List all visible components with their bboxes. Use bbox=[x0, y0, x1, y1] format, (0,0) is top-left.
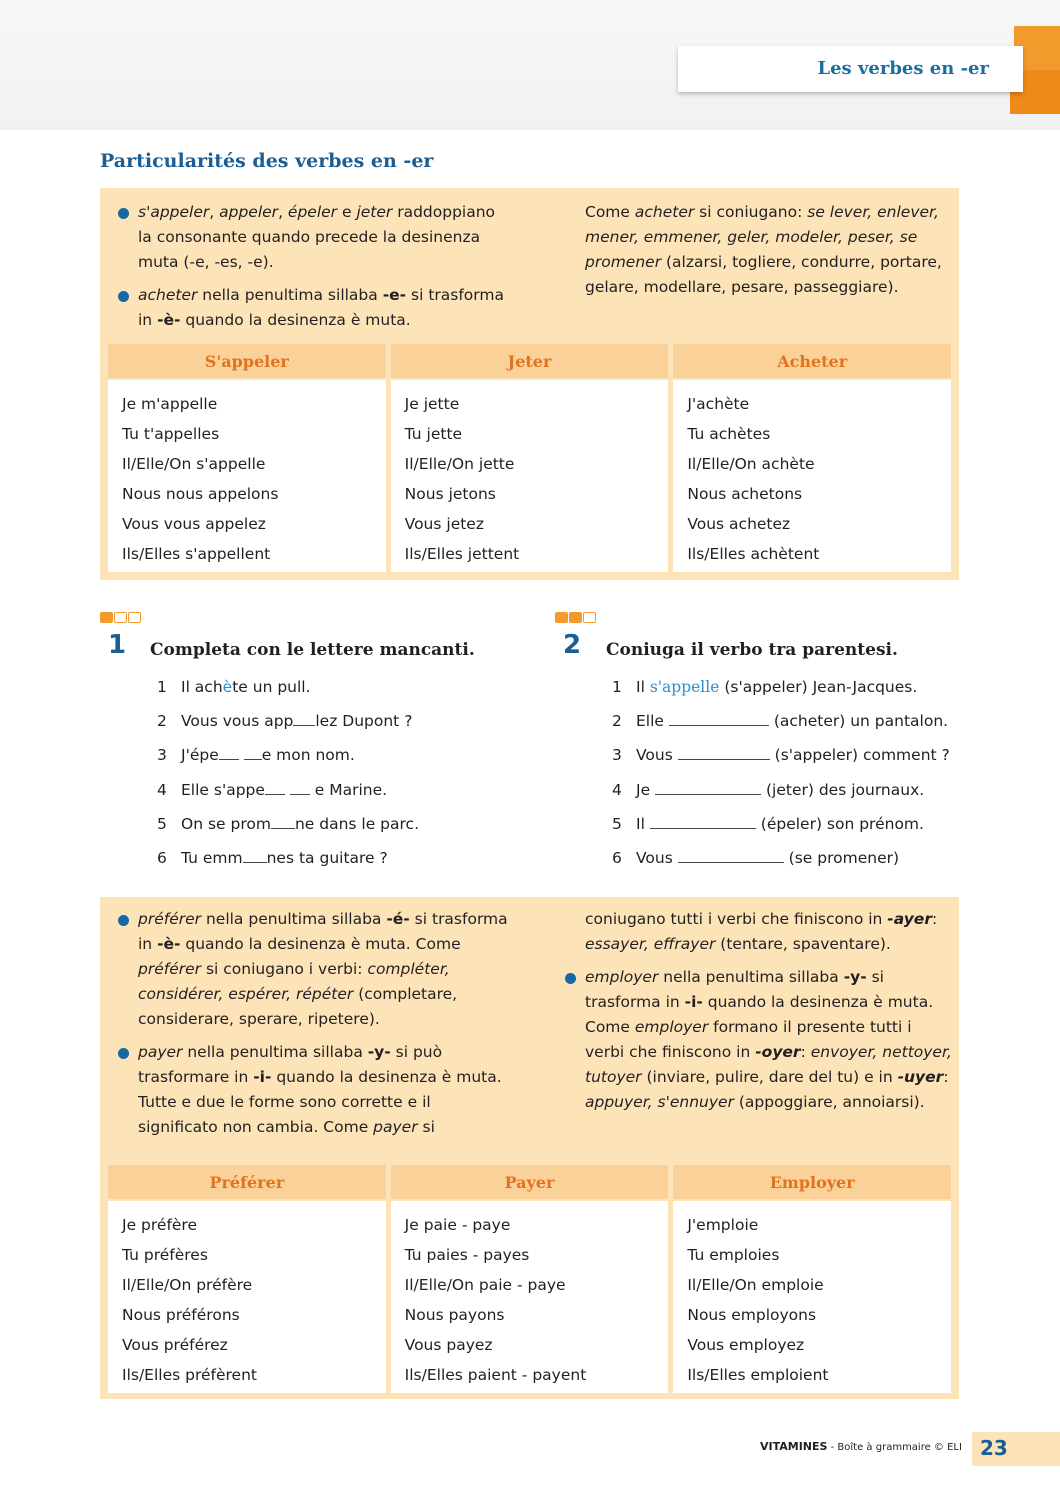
conjugation-row: Je jette bbox=[404, 395, 460, 413]
conjugation-row: Il/Elle/On emploie bbox=[687, 1276, 824, 1294]
rules-left bbox=[108, 200, 508, 333]
conjugation-row: Vous employez bbox=[687, 1336, 805, 1354]
exercise-item: 5 On se prom ne dans le parc. bbox=[157, 814, 419, 833]
example-answer: s'appelle bbox=[649, 678, 720, 696]
rule-employer: employer nella penultima sillaba -y- si trasforma in -i- quando la desinenza è muta. Come employer formano il presente tutti i verbi che finiscono in -oyer: envoyer, nettoyer, tutoyer (inviare, pulire, dare del tu) e in -uyer: appuyer, s'ennuyer (appoggiare, annoiarsi). bbox=[555, 965, 955, 1115]
level-dot-empty bbox=[114, 612, 127, 623]
exercise-item: 3 Vous (s'appeler) comment ? bbox=[612, 746, 950, 765]
conjugation-row: Nous employons bbox=[687, 1306, 817, 1324]
conjugation-row: Tu achètes bbox=[687, 425, 771, 443]
rule-acheter: acheter nella penultima sillaba -e- si trasforma in -è- quando la desinenza è muta. bbox=[108, 283, 508, 333]
answer-blank[interactable] bbox=[265, 780, 285, 795]
answer-blank[interactable] bbox=[678, 848, 784, 863]
table-column bbox=[108, 1165, 386, 1393]
conjugation-row: J'achète bbox=[687, 395, 750, 413]
table-column bbox=[108, 344, 386, 572]
chapter-tab bbox=[678, 46, 1023, 92]
conjugation-row: Ils/Elles jettent bbox=[404, 545, 520, 563]
answer-blank[interactable] bbox=[244, 745, 262, 760]
difficulty-indicator bbox=[100, 612, 141, 623]
column-body bbox=[673, 1201, 951, 1393]
conjugation-row: Vous achetez bbox=[687, 515, 791, 533]
difficulty-indicator bbox=[555, 612, 596, 623]
answer-blank[interactable] bbox=[271, 814, 295, 829]
column-header: Payer bbox=[391, 1165, 669, 1199]
column-header: Préférer bbox=[108, 1165, 386, 1199]
column-body bbox=[108, 1201, 386, 1393]
exercise-2-number: 2 bbox=[563, 630, 582, 660]
conjugation-row: Tu emploies bbox=[687, 1246, 780, 1264]
answer-blank[interactable] bbox=[655, 780, 761, 795]
exercise-item: 6 Tu emm nes ta guitare ? bbox=[157, 848, 388, 867]
bullet-icon bbox=[118, 915, 129, 926]
rule-doubling: s'appeler, appeler, épeler e jeter raddoppiano la consonante quando precede la desinenza muta (-e, -es, -e). bbox=[108, 200, 508, 275]
answer-blank[interactable] bbox=[219, 745, 239, 760]
exercise-2-title: Coniuga il verbo tra parentesi. bbox=[606, 640, 898, 660]
column-header: Acheter bbox=[673, 344, 951, 378]
conjugation-row: Nous jetons bbox=[404, 485, 496, 503]
conjugation-row: Il/Elle/On paie - paye bbox=[404, 1276, 566, 1294]
conjugation-row: Il/Elle/On achète bbox=[687, 455, 815, 473]
exercise-item: 2 Vous vous app lez Dupont ? bbox=[157, 712, 413, 731]
rules-left bbox=[108, 907, 513, 1140]
level-dot-filled bbox=[555, 612, 568, 623]
level-dot-filled bbox=[569, 612, 582, 623]
rules-right bbox=[555, 907, 955, 1115]
rules-right: Come acheter si coniugano: se lever, enlever, mener, emmener, geler, modeler, peser, se promener (alzarsi, togliere, condurre, portare, gelare, modellare, pesare, passeggiare). bbox=[585, 203, 942, 296]
conjugation-row: Ils/Elles emploient bbox=[687, 1366, 829, 1384]
conjugation-row: Vous jetez bbox=[404, 515, 484, 533]
grammar-panel-2 bbox=[100, 897, 959, 1399]
bullet-icon bbox=[118, 208, 129, 219]
conjugation-row: Nous nous appelons bbox=[122, 485, 279, 503]
conjugation-row: Ils/Elles préfèrent bbox=[122, 1366, 257, 1384]
rule-payer: payer nella penultima sillaba -y- si può trasformare in -i- quando la desinenza è muta. Tutte e due le forme sono corrette e il significato non cambia. Come payer si bbox=[108, 1040, 513, 1140]
column-body bbox=[108, 380, 386, 572]
exercise-item: 4 Elle s'appe e Marine. bbox=[157, 780, 388, 799]
bullet-icon bbox=[118, 291, 129, 302]
conjugation-row: Tu t'appelles bbox=[122, 425, 220, 443]
column-header: S'appeler bbox=[108, 344, 386, 378]
table-column bbox=[673, 1165, 951, 1393]
grammar-panel-1 bbox=[100, 188, 959, 580]
answer-blank[interactable] bbox=[669, 711, 769, 726]
answer-blank[interactable] bbox=[290, 780, 310, 795]
conjugation-row: Vous payez bbox=[404, 1336, 493, 1354]
conjugation-row: Ils/Elles paient - payent bbox=[404, 1366, 587, 1384]
conjugation-row: Il/Elle/On jette bbox=[404, 455, 515, 473]
exercise-item: 1 Il s'appelle (s'appeler) Jean-Jacques. bbox=[612, 678, 918, 696]
exercise-item: 2 Elle (acheter) un pantalon. bbox=[612, 712, 949, 731]
conjugation-row: Nous préférons bbox=[122, 1306, 240, 1324]
column-header: Jeter bbox=[391, 344, 669, 378]
conjugation-row: Je m'appelle bbox=[122, 395, 218, 413]
answer-blank[interactable] bbox=[678, 745, 770, 760]
conjugation-row: Je préfère bbox=[122, 1216, 198, 1234]
conjugation-row: Ils/Elles achètent bbox=[687, 545, 820, 563]
conjugation-row: Je paie - paye bbox=[404, 1216, 511, 1234]
conjugation-row: Tu préfères bbox=[122, 1246, 208, 1264]
answer-blank[interactable] bbox=[243, 848, 267, 863]
conjugation-row: Tu jette bbox=[404, 425, 463, 443]
level-dot-empty bbox=[583, 612, 596, 623]
conjugation-row: Il/Elle/On s'appelle bbox=[122, 455, 266, 473]
footer-credit: VITAMINES - Boîte à grammaire © ELI bbox=[760, 1440, 962, 1453]
page-number: 23 bbox=[980, 1436, 1008, 1460]
conjugation-row: Tu paies - payes bbox=[404, 1246, 530, 1264]
table-column bbox=[391, 1165, 669, 1393]
table-column bbox=[391, 344, 669, 572]
column-body bbox=[391, 1201, 669, 1393]
rule-preferer: préférer nella penultima sillaba -é- si trasforma in -è- quando la desinenza è muta. Come préférer si coniugano i verbi: compléter, considérer, espérer, répéter (completare, considerare, sperare, ripetere). bbox=[108, 907, 513, 1032]
column-body bbox=[391, 380, 669, 572]
chapter-title: Les verbes en -er bbox=[817, 58, 989, 79]
conjugation-table-1 bbox=[108, 344, 951, 572]
exercise-item: 5 Il (épeler) son prénom. bbox=[612, 814, 924, 833]
exercise-item: 1 Il achète un pull. bbox=[157, 678, 311, 696]
column-header: Employer bbox=[673, 1165, 951, 1199]
conjugation-row: Vous vous appelez bbox=[122, 515, 266, 533]
answer-blank[interactable] bbox=[650, 814, 756, 829]
level-dot-filled bbox=[100, 612, 113, 623]
conjugation-table-2 bbox=[108, 1165, 951, 1393]
conjugation-row: Nous achetons bbox=[687, 485, 803, 503]
exercise-item: 4 Je (jeter) des journaux. bbox=[612, 780, 925, 799]
rule-payer-continued: coniugano tutti i verbi che finiscono in -ayer: essayer, effrayer (tentare, spaventare). bbox=[585, 910, 938, 953]
exercise-item: 6 Vous (se promener) bbox=[612, 848, 900, 867]
bullet-icon bbox=[565, 973, 576, 984]
exercise-2-items bbox=[612, 677, 950, 882]
conjugation-row: J'emploie bbox=[687, 1216, 759, 1234]
conjugation-row: Nous payons bbox=[404, 1306, 505, 1324]
table-column bbox=[673, 344, 951, 572]
answer-blank[interactable] bbox=[293, 711, 315, 726]
bullet-icon bbox=[118, 1048, 129, 1059]
column-body bbox=[673, 380, 951, 572]
level-dot-empty bbox=[128, 612, 141, 623]
conjugation-row: Ils/Elles s'appellent bbox=[122, 545, 271, 563]
exercise-1-number: 1 bbox=[108, 630, 127, 660]
conjugation-row: Vous préférez bbox=[122, 1336, 228, 1354]
exercise-item: 3 J'épe e mon nom. bbox=[157, 746, 355, 765]
exercise-1-items bbox=[157, 677, 419, 882]
conjugation-row: Il/Elle/On préfère bbox=[122, 1276, 253, 1294]
section-title: Particularités des verbes en -er bbox=[100, 150, 434, 172]
exercise-1-title: Completa con le lettere mancanti. bbox=[150, 640, 475, 660]
